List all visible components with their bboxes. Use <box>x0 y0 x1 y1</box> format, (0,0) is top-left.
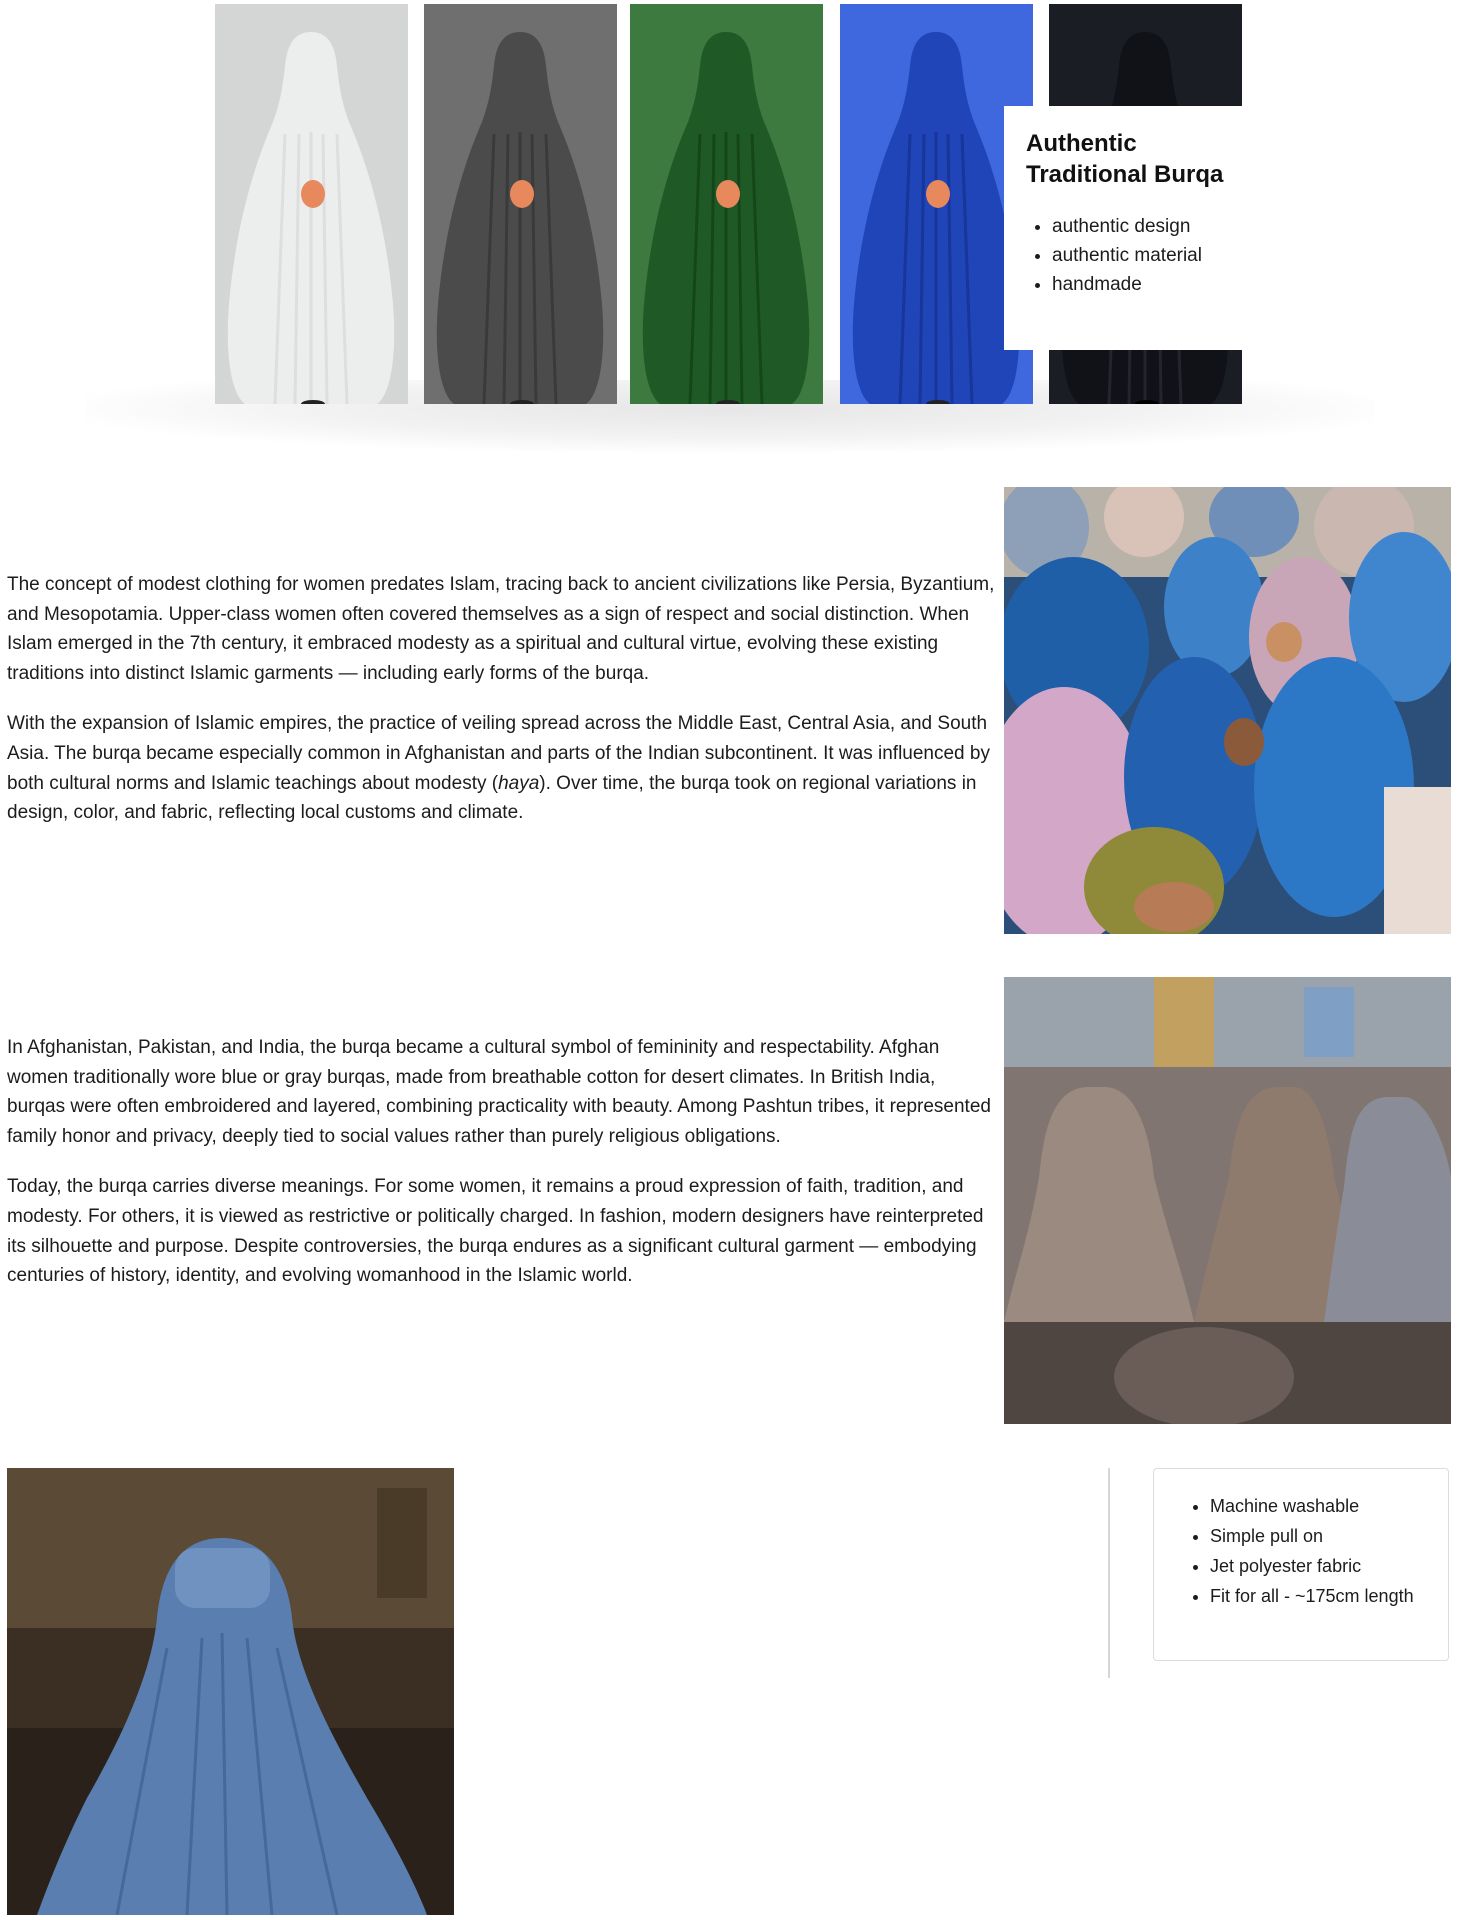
product-spec-list <box>1176 1491 1430 1611</box>
burqa-figure-gray <box>424 4 617 404</box>
burqa-figure-green <box>630 4 823 404</box>
culture-paragraph-1: In Afghanistan, Pakistan, and India, the burqa became a cultural symbol of femininity and respectability. Afghan women traditionally wore blue or gray burqas, made from breathable cotton for desert climates. In British India, burqas were often embroidered and layered, combining practicality with beauty. Among Pashtun tribes, it represented family honor and privacy, deeply tied to social values rather than purely religious obligations. <box>7 1037 991 1147</box>
spec-item: • Machine washable <box>1210 1491 1430 1521</box>
hero-color-variants <box>0 0 1457 455</box>
burqa-figure-light-gray <box>215 4 408 404</box>
crowd-of-women-photo <box>1004 487 1451 934</box>
history-paragraph-1: The concept of modest clothing for women predates Islam, tracing back to ancient civilizations like Persia, Byzantium, and Mesopotamia. Upper-class women often covered themselves as a sign of respect and social distinction. When Islam emerged in the 7th century, it embraced modesty as a spiritual and cultural virtue, evolving these existing traditions into distinct Islamic garments — including early forms of the burqa. <box>7 574 995 684</box>
product-specs-card <box>1153 1468 1449 1661</box>
woman-in-blue-burqa-photo <box>7 1468 454 1915</box>
product-feature-item: • authentic material <box>1052 241 1234 270</box>
spec-item: • Simple pull on <box>1210 1521 1430 1551</box>
color-swatch-light-gray[interactable] <box>215 4 408 404</box>
product-info-card <box>1004 106 1254 350</box>
culture-text <box>7 1033 997 1312</box>
haya-term: haya <box>498 772 540 794</box>
product-title: Authentic Traditional Burqa <box>1026 130 1224 188</box>
product-feature-item: • authentic design <box>1052 212 1234 241</box>
spec-item: • Jet polyester fabric <box>1210 1551 1430 1581</box>
women-in-gray-burqas-photo <box>1004 977 1451 1424</box>
color-swatch-gray[interactable] <box>424 4 617 404</box>
product-feature-list <box>1026 212 1234 299</box>
history-paragraph-2: With the expansion of Islamic empires, the practice of veiling spread across the Middle East, Central Asia, and South Asia. The burqa became especially common in Afghanistan and parts of the Indian subcontinent. It was influenced by both cultural norms and Islamic teachings about modesty (haya). Over time, the burqa took on regional variations in design, color, and fabric, reflecting local customs and climate. <box>7 713 990 824</box>
color-swatch-green[interactable] <box>630 4 823 404</box>
history-text <box>7 570 997 849</box>
vertical-divider <box>1108 1468 1110 1678</box>
spec-item: • Fit for all - ~175cm length <box>1210 1581 1430 1611</box>
product-feature-item: • handmade <box>1052 270 1234 299</box>
culture-paragraph-2: Today, the burqa carries diverse meanings. For some women, it remains a proud expression of faith, tradition, and modesty. For others, it is viewed as restrictive or politically charged. In fashion, modern designers have reinterpreted its silhouette and purpose. Despite controversies, the burqa endures as a significant cultural garment — embodying centuries of history, identity, and evolving womanhood in the Islamic world. <box>7 1176 984 1287</box>
